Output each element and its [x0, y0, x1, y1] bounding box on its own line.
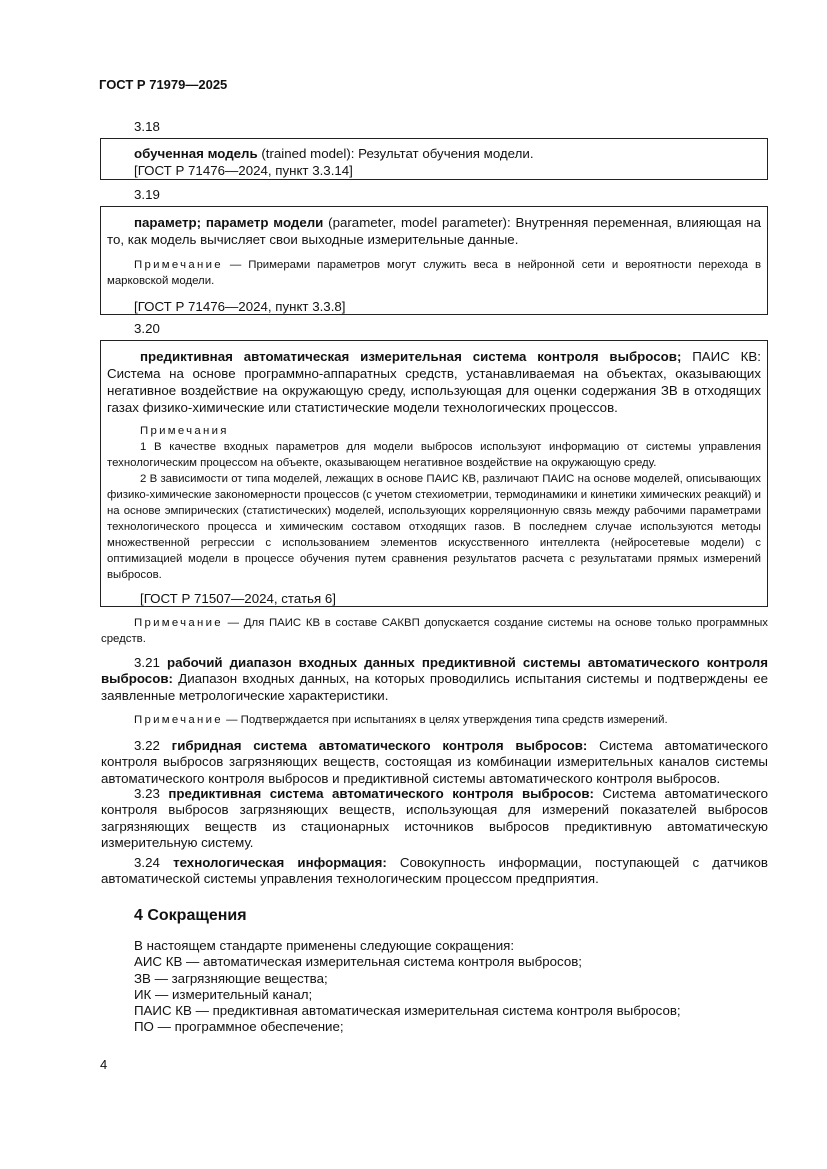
term-definition: ПАИС КВ: Система на основе программно-аппаратных средств, устанавливаемая на объектах, оказывающих негативное воздействие на окружающую среду, использующая для оценки содержания ЗВ в отходящих газах физико-химические или статистические модели технологических процессов. — [107, 349, 761, 415]
term-reference: [ГОСТ Р 71476—2024, пункт 3.3.14] — [134, 163, 353, 178]
term-name: гибридная система автоматического контроля выбросов: — [171, 738, 588, 753]
note-1: 1 В качестве входных параметров для модели выбросов используют информацию от системы управления технологическим процессом на объекте, оказывающем негативное воздействие на окружающую среду. — [107, 441, 761, 469]
term-definition: Совокупность информации, поступающей с датчиков автоматической системы управления технологическим процессом предприятия. — [101, 855, 768, 887]
section-title: 4 Сокращения — [134, 907, 247, 924]
abbreviations-intro: В настоящем стандарте применены следующие сокращения: — [134, 938, 515, 953]
term-number-3-19: 3.19 — [134, 187, 160, 202]
note-label: Примечание — [134, 714, 223, 726]
term-number-3-18: 3.18 — [134, 119, 160, 134]
abbreviation-item: ПО — программное обеспечение; — [134, 1019, 344, 1035]
term-3-23 — [101, 786, 768, 851]
term-number: 3.21 — [134, 655, 160, 670]
term-number-3-20: 3.20 — [134, 321, 160, 336]
term-name: параметр; параметр модели — [134, 215, 324, 230]
term-box-3-18 — [100, 138, 768, 180]
term-name: технологическая информация: — [173, 855, 387, 870]
term-3-21 — [101, 655, 768, 704]
term-name: предиктивная система автоматического контроля выбросов: — [168, 786, 594, 801]
abbreviation-item: АИС КВ — автоматическая измерительная система контроля выбросов; — [134, 954, 582, 970]
term-reference: [ГОСТ Р 71476—2024, пункт 3.3.8] — [134, 299, 346, 314]
note-text: — Для ПАИС КВ в составе САКВП допускается создание системы на основе только программных средств. — [101, 617, 768, 645]
term-name: рабочий диапазон входных данных предиктивной системы автоматического контроля выбросов: — [101, 655, 768, 687]
note-text: — Примерами параметров могут служить веса в нейронной сети и вероятности перехода в марковской модели. — [107, 259, 761, 287]
term-definition: Система автоматического контроля выбросов загрязняющих веществ, состоящая из комбинации измерительных каналов системы автоматического контроля выбросов и предиктивной системы автоматического контроля выбросов. — [101, 738, 768, 786]
note-label: Примечание — [134, 259, 223, 271]
term-definition: Диапазон входных данных, на которых проводились испытания системы и подтверждены ее заявленные метрологические характеристики. — [101, 671, 768, 703]
term-reference: [ГОСТ Р 71507—2024, статья 6] — [140, 591, 336, 606]
note-text: — Подтверждается при испытаниях в целях утверждения типа средств измерений. — [222, 714, 668, 726]
note-label: Примечание — [134, 617, 223, 629]
term-name: обученная модель — [134, 146, 258, 161]
term-definition: Система автоматического контроля выбросов загрязняющих веществ, использующая для измерений показателей выбросов загрязняющих веществ из стационарных источников выбросов предиктивную автоматическую измерительную систему. — [101, 786, 768, 850]
term-definition: (trained model): Результат обучения модели. — [257, 146, 534, 161]
abbreviations-list — [134, 938, 764, 1036]
note-after-3-20 — [101, 615, 768, 647]
term-definition: (parameter, model parameter): Внутренняя переменная, влияющая на то, как модель вычисляет свои выходные измерительные данные. — [107, 215, 761, 247]
note-3-21 — [101, 712, 768, 728]
note-2: 2 В зависимости от типа моделей, лежащих в основе ПАИС КВ, различают ПАИС на основе моделей, описывающих физико-химические закономерности процессов (с учетом стехиометрии, термодинамики и кинетики химических реакций) и на основе эмпирических (статистических) моделей, использующих корреляционную связь между рабочими параметрами технологического процесса и химическим составом отходящих газов. В последнем случае используются методы множественной регрессии с использованием элементов искусственного интеллекта (нейросетевые модели) с оптимизацией модели в процессе обучения путем сравнения результатов расчета с результатами прямых измерений выбросов. — [107, 473, 761, 581]
abbreviation-item: ПАИС КВ — предиктивная автоматическая измерительная система контроля выбросов; — [134, 1003, 681, 1019]
term-number: 3.22 — [134, 738, 160, 753]
document-header: ГОСТ Р 71979—2025 — [99, 77, 228, 92]
term-number: 3.23 — [134, 786, 160, 801]
page-number: 4 — [100, 1057, 108, 1072]
term-3-24 — [101, 855, 768, 888]
term-box-3-20 — [100, 340, 768, 607]
notes-label: Примечания — [140, 425, 229, 437]
term-box-3-19 — [100, 206, 768, 315]
abbreviation-item: ИК — измерительный канал; — [134, 986, 313, 1002]
term-number: 3.24 — [134, 855, 160, 870]
abbreviation-item: ЗВ — загрязняющие вещества; — [134, 970, 328, 986]
term-name: предиктивная автоматическая измерительная система контроля выбросов; — [140, 349, 682, 364]
term-3-22 — [101, 738, 768, 787]
